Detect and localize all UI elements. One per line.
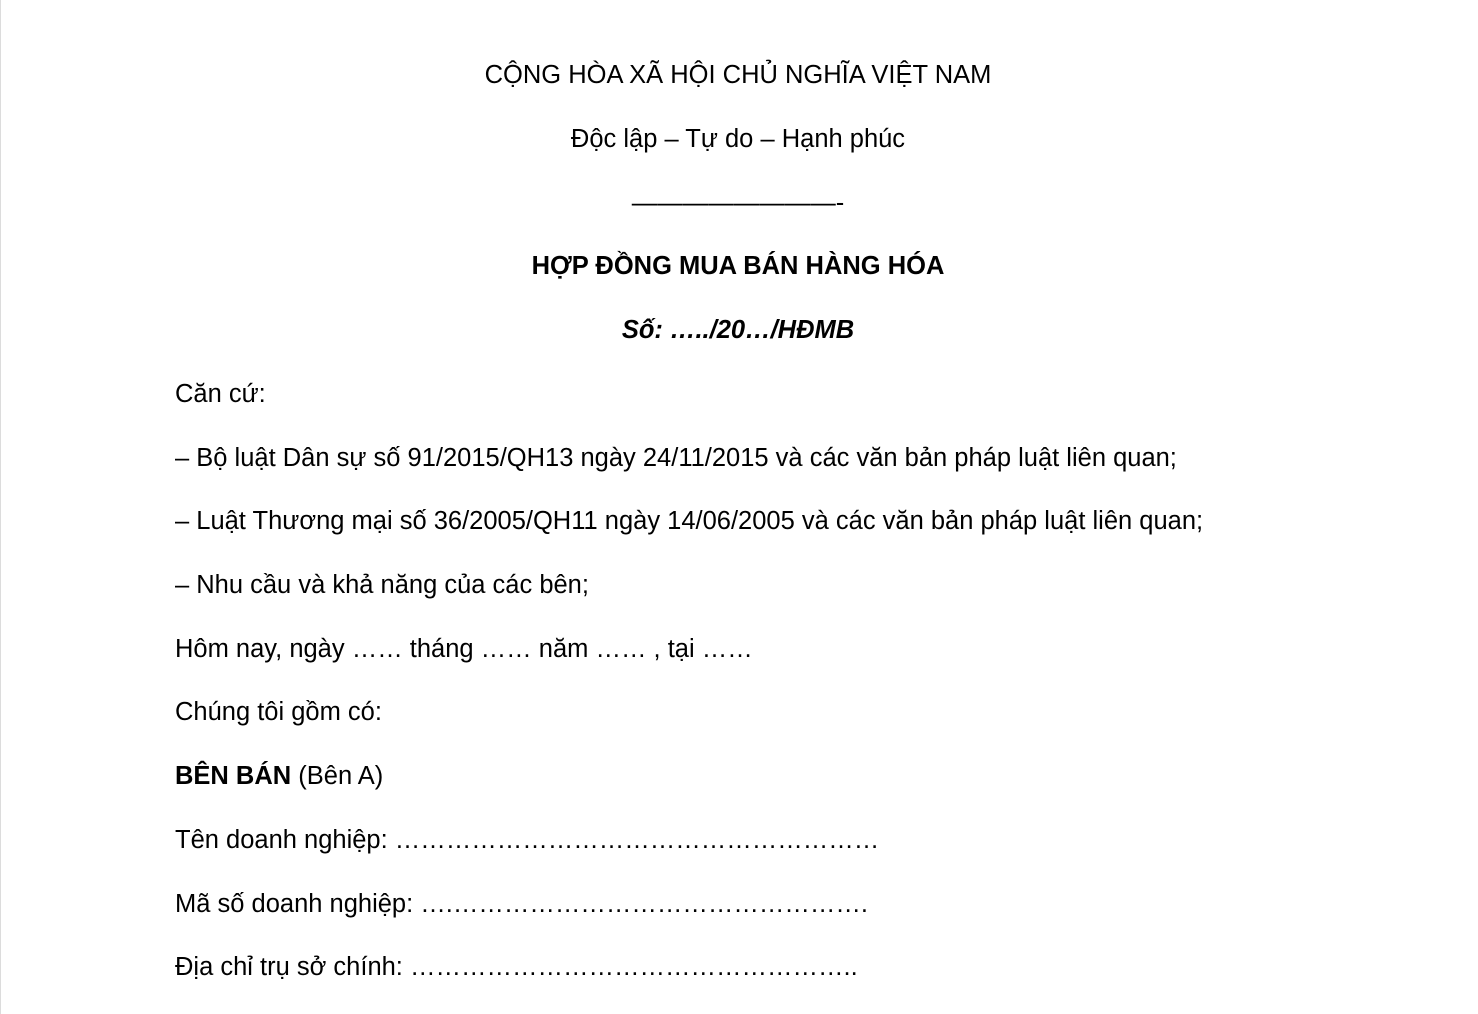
seller-heading-party: (Bên A): [291, 762, 384, 790]
seller-heading: [175, 761, 383, 791]
heading-separator: ————————-: [631, 189, 845, 217]
seller-address-field: Địa chỉ trụ sở chính: ……………………………………………..: [175, 953, 858, 981]
country-heading: CỘNG HÒA XÃ HỘI CHỦ NGHĨA VIỆT NAM: [484, 61, 992, 89]
basis-item-civil-code: – Bộ luật Dân sự số 91/2015/QH13 ngày 24/11/2015 và các văn bản pháp luật liên quan;: [175, 444, 1177, 472]
basis-item-needs: – Nhu cầu và khả năng của các bên;: [175, 571, 589, 599]
seller-company-name-field: Tên doanh nghiệp: …………………………………………………: [175, 826, 880, 854]
basis-label: Căn cứ:: [175, 380, 266, 408]
national-motto: Độc lập – Tự do – Hạnh phúc: [570, 125, 906, 153]
parties-intro: Chúng tôi gồm có:: [175, 698, 382, 726]
contract-number: Số: …../20…/HĐMB: [621, 316, 855, 344]
basis-item-commercial-law: – Luật Thương mại số 36/2005/QH11 ngày 14/06/2005 và các văn bản pháp luật liên quan;: [175, 507, 1204, 535]
seller-heading-bold: BÊN BÁN: [175, 762, 292, 790]
date-place-line: Hôm nay, ngày …… tháng …… năm …… , tại ……: [175, 635, 753, 663]
seller-company-code-field: Mã số doanh nghiệp: ….………………………………………….: [175, 890, 868, 918]
contract-title: HỢP ĐỒNG MUA BÁN HÀNG HÓA: [531, 252, 945, 280]
